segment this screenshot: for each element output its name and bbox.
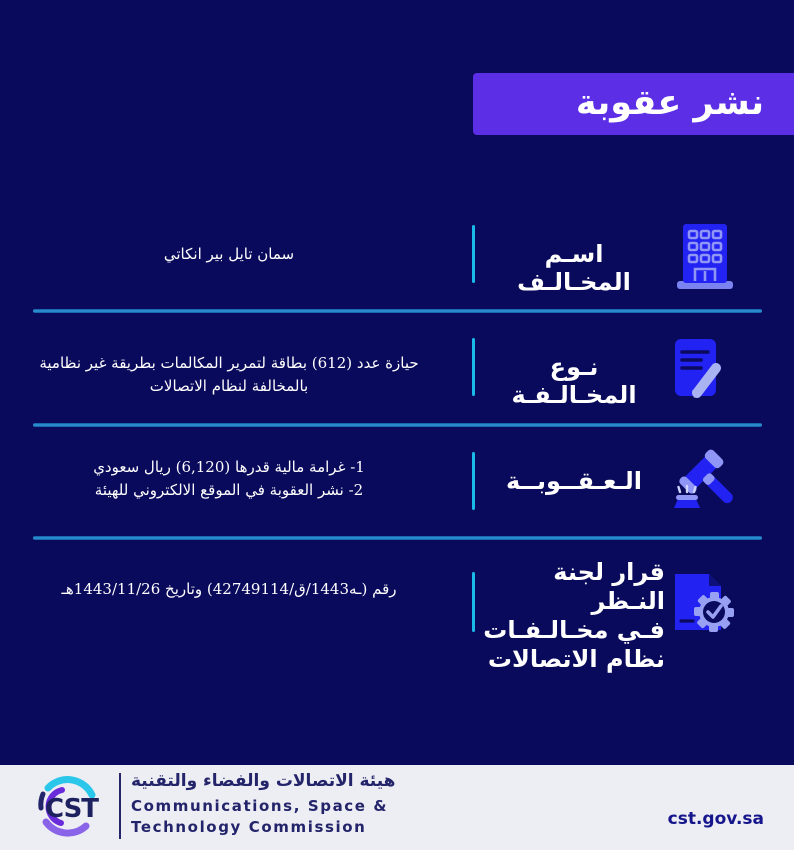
label-line-1: قرار لجنة النـظر xyxy=(553,558,665,615)
title-banner xyxy=(473,73,794,135)
label-line-2: فـي مخـالـفـات xyxy=(483,616,665,644)
row-divider-line xyxy=(472,572,475,632)
horizontal-divider xyxy=(33,423,762,427)
row-label-penalty: الـعـقــوبــة xyxy=(506,467,642,495)
violation-type-value: حيازة عدد (612) بطاقة لتمرير المكالمات بطريقة غير نظامية بالمخالفة لنظام الاتصالات xyxy=(39,354,419,395)
horizontal-divider xyxy=(33,309,762,313)
gavel-icon xyxy=(666,446,736,516)
website-url: cst.gov.sa xyxy=(667,809,764,829)
org-name-arabic: هيئة الاتصالات والفضاء والتقنية xyxy=(131,771,396,791)
footer-divider xyxy=(119,773,121,839)
footer xyxy=(0,765,794,850)
horizontal-divider xyxy=(33,536,762,540)
document-pen-icon xyxy=(670,337,730,405)
penalty-line-1: 1- غرامة مالية قدرها (6,120) ريال سعودي xyxy=(93,458,365,476)
decision-number-value: رقم (‭42749114/ق/1443هـ‬) وتاريخ 1443/11/26هـ xyxy=(61,580,397,598)
org-name-english-line2: Technology Commission xyxy=(131,818,367,836)
cst-logo-text: CST xyxy=(45,794,99,824)
row-divider-line xyxy=(472,452,475,510)
label-line-3: نظام الاتصالات xyxy=(487,645,665,673)
row-divider-line xyxy=(472,338,475,396)
row-label-violator-name: اسـم المخـالـف xyxy=(517,240,631,296)
violator-name-value: سمان تايل بير انكاتي xyxy=(163,245,295,263)
cst-logo xyxy=(28,768,110,846)
row-divider-line xyxy=(472,225,475,283)
page-title: نشر عقوبة xyxy=(575,83,764,123)
penalty-line-2: 2- نشر العقوبة في الموقع الالكتروني للهيئة xyxy=(94,481,364,499)
building-icon xyxy=(676,222,734,296)
penalty-value xyxy=(12,456,446,502)
row-label-committee-decision xyxy=(480,558,665,674)
document-check-icon xyxy=(670,572,734,640)
org-name-english-line1: Communications, Space & xyxy=(131,797,389,815)
row-label-violation-type: نـوع المخـالـفـة xyxy=(511,353,637,409)
